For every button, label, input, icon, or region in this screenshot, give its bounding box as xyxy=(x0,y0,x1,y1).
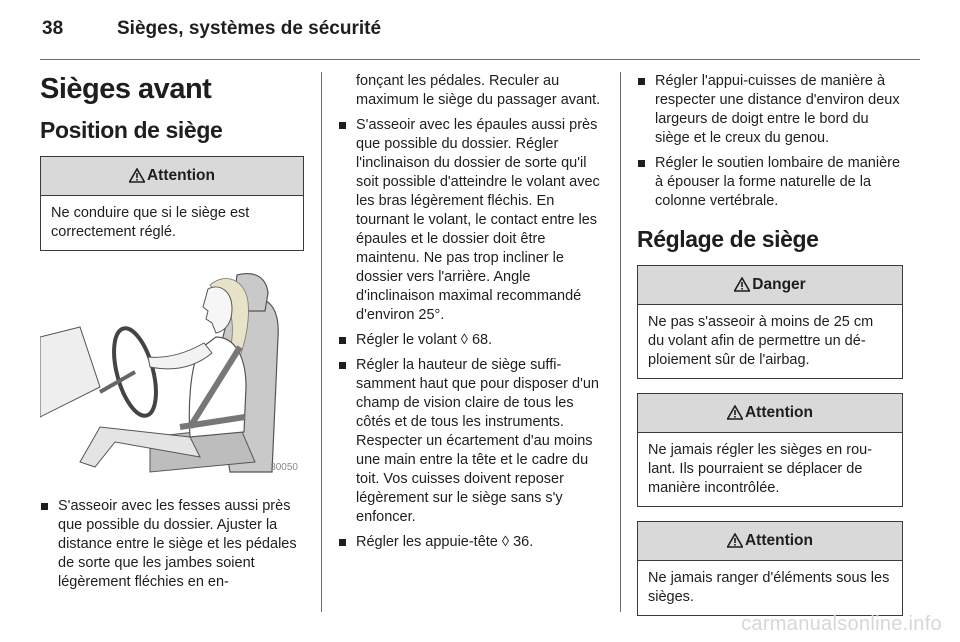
danger-box xyxy=(637,265,903,379)
attention-box xyxy=(40,156,304,251)
list-item-text[interactable]: Régler le volant ◊ 68. xyxy=(356,332,493,348)
list-item-text: Régler le soutien lombaire de manière à épouser la forme naturelle de la colonne vertébrale. xyxy=(655,155,901,209)
danger-box-title: Danger xyxy=(752,276,806,293)
list-item xyxy=(637,72,903,148)
list-item[interactable] xyxy=(338,533,604,552)
list-item-text: S'asseoir avec les épaules aussi près que possible du dossier. Régler l'inclinaison du dossier de sorte qu'il soit possible d'atteindre le volant avec les bras légèrement fléchis. En tournant le volant, le contact entre les épaules et le dossier doit être maintenu. Ne pas trop incliner le dossier vers l'arrière. Angle d'inclinaison maximal recommandé d'environ 25°. xyxy=(356,117,600,323)
list-item[interactable] xyxy=(338,331,604,350)
square-bullet-icon xyxy=(339,122,346,129)
page-header-title: Sièges, systèmes de sécurité xyxy=(117,18,382,39)
attention-box-title: Attention xyxy=(146,167,215,184)
attention-box-title: Attention xyxy=(744,404,813,421)
seat-position-figure xyxy=(40,267,302,475)
square-bullet-icon xyxy=(41,503,48,510)
warning-triangle-icon xyxy=(734,277,750,292)
warning-triangle-icon xyxy=(129,168,145,183)
attention-box-header xyxy=(41,157,303,196)
instruction-list xyxy=(637,72,903,211)
page-number: 38 xyxy=(42,18,64,39)
square-bullet-icon xyxy=(339,337,346,344)
danger-box-text: Ne pas s'asseoir à moins de 25 cm du volant afin de permettre un déploiement sûr de l'airbag. xyxy=(648,314,874,368)
driver-seat-position-illustration xyxy=(40,267,302,475)
attention-box xyxy=(637,393,903,507)
attention-box-text: Ne jamais régler les sièges en roulant. Ils pourraient se déplacer de manière incontrôlée. xyxy=(648,442,873,496)
square-bullet-icon xyxy=(638,78,645,85)
subsection-heading: Position de siège xyxy=(40,117,223,143)
attention-box xyxy=(637,521,903,616)
attention-box-text: Ne jamais ranger d'éléments sous les sièges. xyxy=(648,570,890,605)
continued-text: fonçant les pédales. Reculer au maximum le siège du passager avant. xyxy=(356,73,601,108)
list-item xyxy=(40,497,304,592)
header-divider xyxy=(40,59,920,60)
column-1 xyxy=(40,72,304,598)
list-item-text: S'asseoir avec les fesses aussi près que possible du dossier. Ajuster la distance entre le siège et les pédales de sorte que les jambes soient légèrement fléchies en en- xyxy=(58,498,297,590)
column-2 xyxy=(338,72,604,558)
section-heading: Sièges avant xyxy=(40,73,212,105)
attention-box-title: Attention xyxy=(744,532,813,549)
attention-box-header xyxy=(638,394,902,433)
column-divider xyxy=(620,72,621,612)
warning-triangle-icon xyxy=(727,405,743,420)
subsection-heading: Réglage de siège xyxy=(637,226,819,252)
instruction-list xyxy=(40,497,304,592)
list-item xyxy=(637,154,903,211)
list-item xyxy=(338,356,604,527)
list-item-text: Régler l'appui-cuisses de manière à respecter une distance d'environ deux largeurs de doigt entre le bord du siège et le creux du genou. xyxy=(655,73,900,146)
attention-box-header xyxy=(638,522,902,561)
square-bullet-icon xyxy=(339,362,346,369)
watermark: carmanualsonline.info xyxy=(741,613,942,635)
column-3 xyxy=(637,72,903,616)
square-bullet-icon xyxy=(638,160,645,167)
danger-box-header xyxy=(638,266,902,305)
figure-number: 30050 xyxy=(270,462,298,473)
warning-triangle-icon xyxy=(727,533,743,548)
attention-box-text: Ne conduire que si le siège est correctement réglé. xyxy=(51,205,250,240)
list-item-text[interactable]: Régler les appuie-tête ◊ 36. xyxy=(356,534,534,550)
list-item-text: Régler la hauteur de siège suffisamment haut que pour disposer d'un champ de vision claire de tous les côtés et de tous les instruments. Respecter un écartement d'au moins une main entre la tête et le cadre du toit. Vos cuisses doivent reposer légèrement sur le siège sans s'y enfoncer. xyxy=(356,357,599,525)
column-divider xyxy=(321,72,322,612)
list-item xyxy=(338,116,604,325)
square-bullet-icon xyxy=(339,539,346,546)
instruction-list xyxy=(338,116,604,552)
